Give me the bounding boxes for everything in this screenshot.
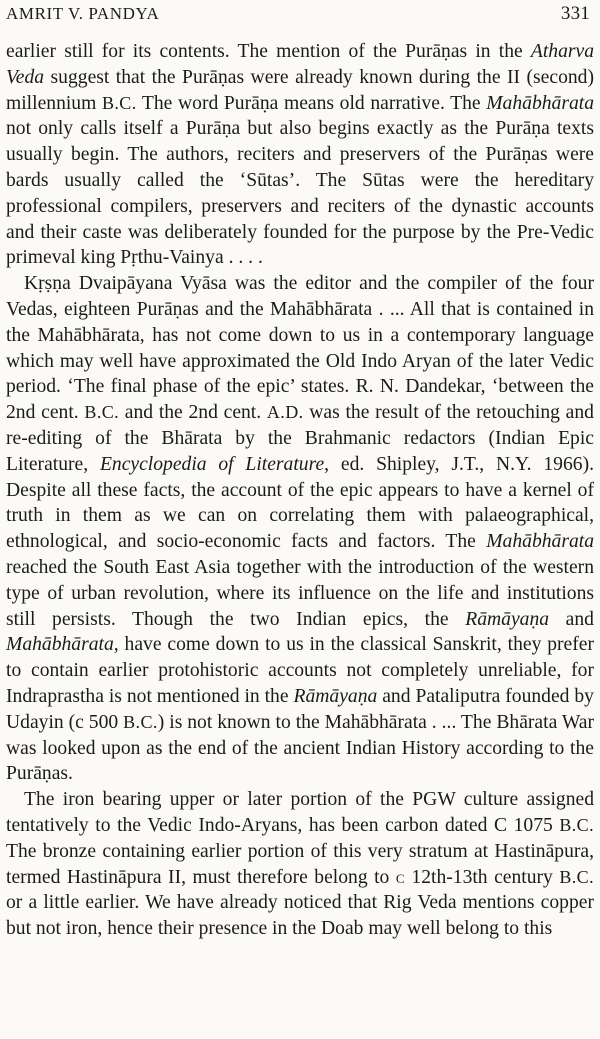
body-text [6, 39, 594, 942]
text-run: suggest that the Purāṇas were already known during the II (second) millennium [6, 66, 594, 114]
text-run: The word Purāṇa means old narrative. The [136, 92, 487, 114]
text-run: and [549, 608, 594, 630]
small-caps-run: B.C. [123, 711, 158, 732]
italic-run: Rāmāyaṇa [293, 685, 378, 707]
text-run: 12th-13th century [404, 866, 560, 888]
paragraph [6, 39, 594, 271]
text-run: and the 2nd cent. [119, 402, 267, 424]
italic-run: Encyclopedia of Literature [99, 453, 325, 475]
small-caps-run: B.C. [559, 814, 594, 835]
text-run: Kṛṣṇa Dvaipāyana Vyāsa was the editor and the compiler of the four Vedas, eighteen Purāṇas and the Mahābhārata . ... All that is contained in the Mahābhārata, has not come down to us in a contemporary language which may well have approximated the Old Indo Aryan of the later Vedic period. ‘The final phase of the epic’ states. R. N. Dandekar, ‘between the 2nd cent. [6, 273, 594, 424]
text-run: or a little earlier. We have already noticed that Rig Veda mentions copper but not iron, hence their presence in the Doab may well belong to this [6, 892, 594, 940]
italic-run: Mahābhārata [6, 634, 114, 656]
italic-run: Mahābhārata [486, 92, 594, 114]
text-run: and Pataliputra founded by Udayin (c 500 [6, 685, 594, 733]
italic-run: Atharva Veda [6, 41, 594, 88]
running-head [6, 3, 594, 33]
text-run: , ed. Shipley, J.T., N.Y. 1966). Despite all these facts, the account of the epic appears to have a kernel of truth in them as we can on correlating them with palaeographical, ethnological, and socio-economic facts and factors. The [6, 453, 594, 553]
small-caps-run: B.C. [559, 866, 594, 887]
text-run: earlier still for its contents. The mention of the Purāṇas in the [6, 41, 531, 62]
small-caps-run: B.C. [84, 402, 120, 423]
italic-run: Rāmāyaṇa [465, 608, 550, 630]
text-run: , have come down to us in the classical Sanskrit, they prefer to contain earlier protohistoric accounts not completely unreliable, for Indraprastha is not mentioned in the [6, 634, 594, 707]
text-run: was the result of the retouching and re-editing of the Bhārata by the Brahmanic redactors (Indian Epic Literature, [6, 402, 594, 475]
small-caps-run: c [395, 866, 405, 887]
small-caps-run: B.C. [101, 92, 137, 113]
text-run: ) is not known to the Mahābhārata . ... The Bhārata War was looked upon as the end of the ancient Indian History according to the Purāṇas. [6, 711, 594, 785]
italic-run: Mahābhārata [486, 531, 594, 553]
text-run: reached the South East Asia together with the introduction of the western type of urban revolution, where its influence on the life and institutions still persists. Though the two Indian epics, the [6, 556, 594, 630]
paragraph [6, 787, 594, 942]
paragraph [6, 271, 594, 787]
running-head-author: AMRIT V. PANDYA [6, 4, 160, 23]
page-number: 331 [560, 3, 590, 24]
text-run: The iron bearing upper or later portion of the PGW culture assigned tentatively to the Vedic Indo-Aryans, has been carbon dated C 1075 [6, 789, 594, 836]
text-run: not only calls itself a Purāṇa but also begins exactly as the Purāṇa texts usually begin. The authors, reciters and preservers of the Purāṇas were bards usually called the ‘Sūtas’. The Sūtas were the hereditary professional compilers, preservers and reciters of the dynastic accounts and their caste was deliberately founded for the purpose by the Pre-Vedic primeval king Pṛthu-Vainya . . . . [6, 118, 594, 269]
text-run: The bronze containing earlier portion of this very stratum at Hastināpura, termed Hastināpura II, must therefore belong to [6, 840, 594, 888]
small-caps-run: A.D. [266, 402, 304, 423]
